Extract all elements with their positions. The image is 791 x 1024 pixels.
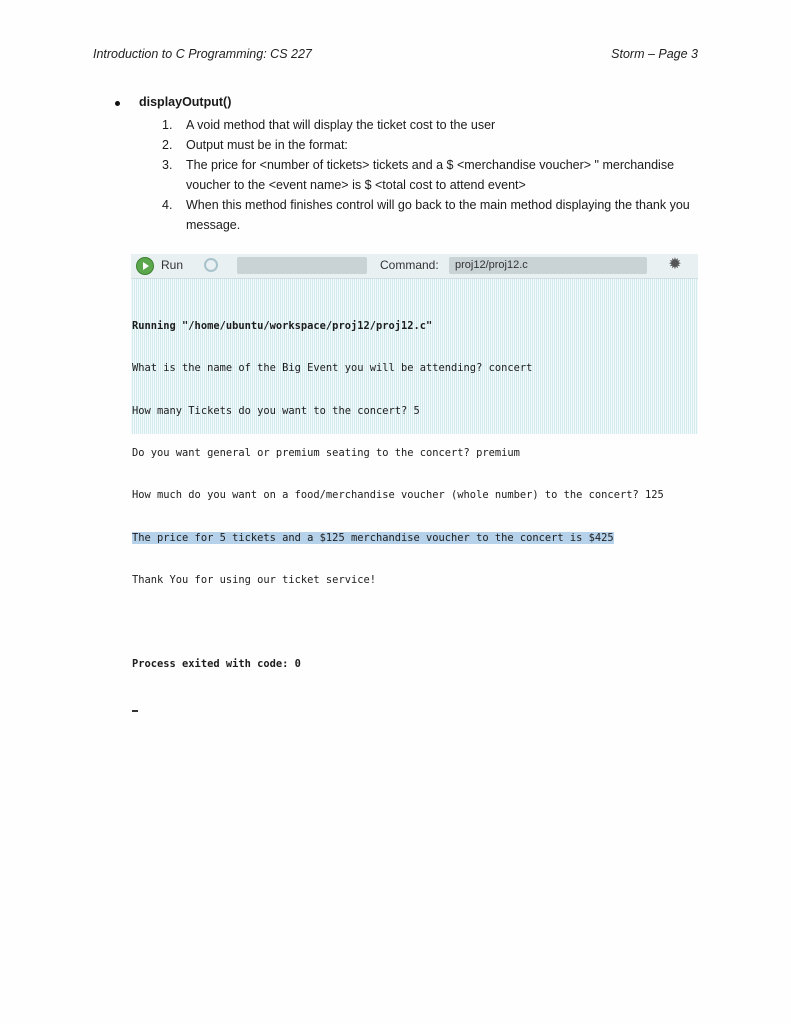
requirements-list bbox=[162, 115, 702, 235]
terminal-toolbar bbox=[131, 254, 698, 279]
section-title: displayOutput() bbox=[139, 95, 232, 109]
run-icon[interactable] bbox=[136, 257, 154, 275]
terminal-line: Process exited with code: 0 bbox=[132, 658, 301, 671]
list-item-text: A void method that will display the ticket cost to the user bbox=[186, 118, 496, 132]
bullet-icon bbox=[115, 101, 120, 106]
terminal-line: Running "/home/ubuntu/workspace/proj12/proj12.c" bbox=[132, 320, 433, 333]
list-item bbox=[162, 115, 702, 135]
list-item-number: 4. bbox=[162, 198, 173, 212]
terminal-line: How much do you want on a food/merchandise voucher (whole number) to the concert? 125 bbox=[132, 489, 664, 502]
list-item-text: Output must be in the format: bbox=[186, 138, 348, 152]
page-number: Storm – Page 3 bbox=[611, 47, 698, 61]
terminal-screenshot bbox=[131, 254, 698, 671]
gear-icon[interactable]: ✹ bbox=[668, 256, 682, 273]
course-title: Introduction to C Programming: CS 227 bbox=[93, 47, 312, 61]
list-item-text: When this method finishes control will go back to the main method displaying the thank you message. bbox=[186, 198, 690, 232]
list-item bbox=[162, 155, 702, 195]
list-item-number: 1. bbox=[162, 118, 173, 132]
terminal-line-highlighted bbox=[132, 531, 698, 545]
terminal-line: What is the name of the Big Event you will be attending? concert bbox=[132, 362, 533, 375]
terminal-blank-line bbox=[132, 615, 698, 629]
list-item bbox=[162, 135, 702, 155]
terminal-line: Thank You for using our ticket service! bbox=[132, 573, 376, 586]
terminal-line: Do you want general or premium seating to the concert? premium bbox=[132, 447, 520, 460]
highlighted-text: The price for 5 tickets and a $125 merchandise voucher to the concert is $425 bbox=[132, 531, 614, 544]
list-item-number: 3. bbox=[162, 158, 173, 172]
terminal-line: How many Tickets do you want to the concert? 5 bbox=[132, 404, 420, 417]
terminal-output bbox=[132, 291, 698, 742]
list-item-text: The price for <number of tickets> tickets and a $ <merchandise voucher> " merchandise voucher to the <event name> is $ <total cost to attend event> bbox=[186, 158, 675, 192]
page-header bbox=[93, 47, 698, 65]
list-item bbox=[162, 195, 702, 235]
run-button[interactable]: Run bbox=[161, 258, 184, 272]
command-label: Command: bbox=[380, 258, 439, 272]
progress-bar bbox=[237, 257, 367, 274]
restart-icon[interactable] bbox=[204, 258, 218, 272]
list-item-number: 2. bbox=[162, 138, 173, 152]
terminal-cursor-line bbox=[132, 700, 698, 714]
terminal-cursor bbox=[132, 710, 138, 712]
command-input[interactable]: proj12/proj12.c bbox=[449, 257, 647, 274]
